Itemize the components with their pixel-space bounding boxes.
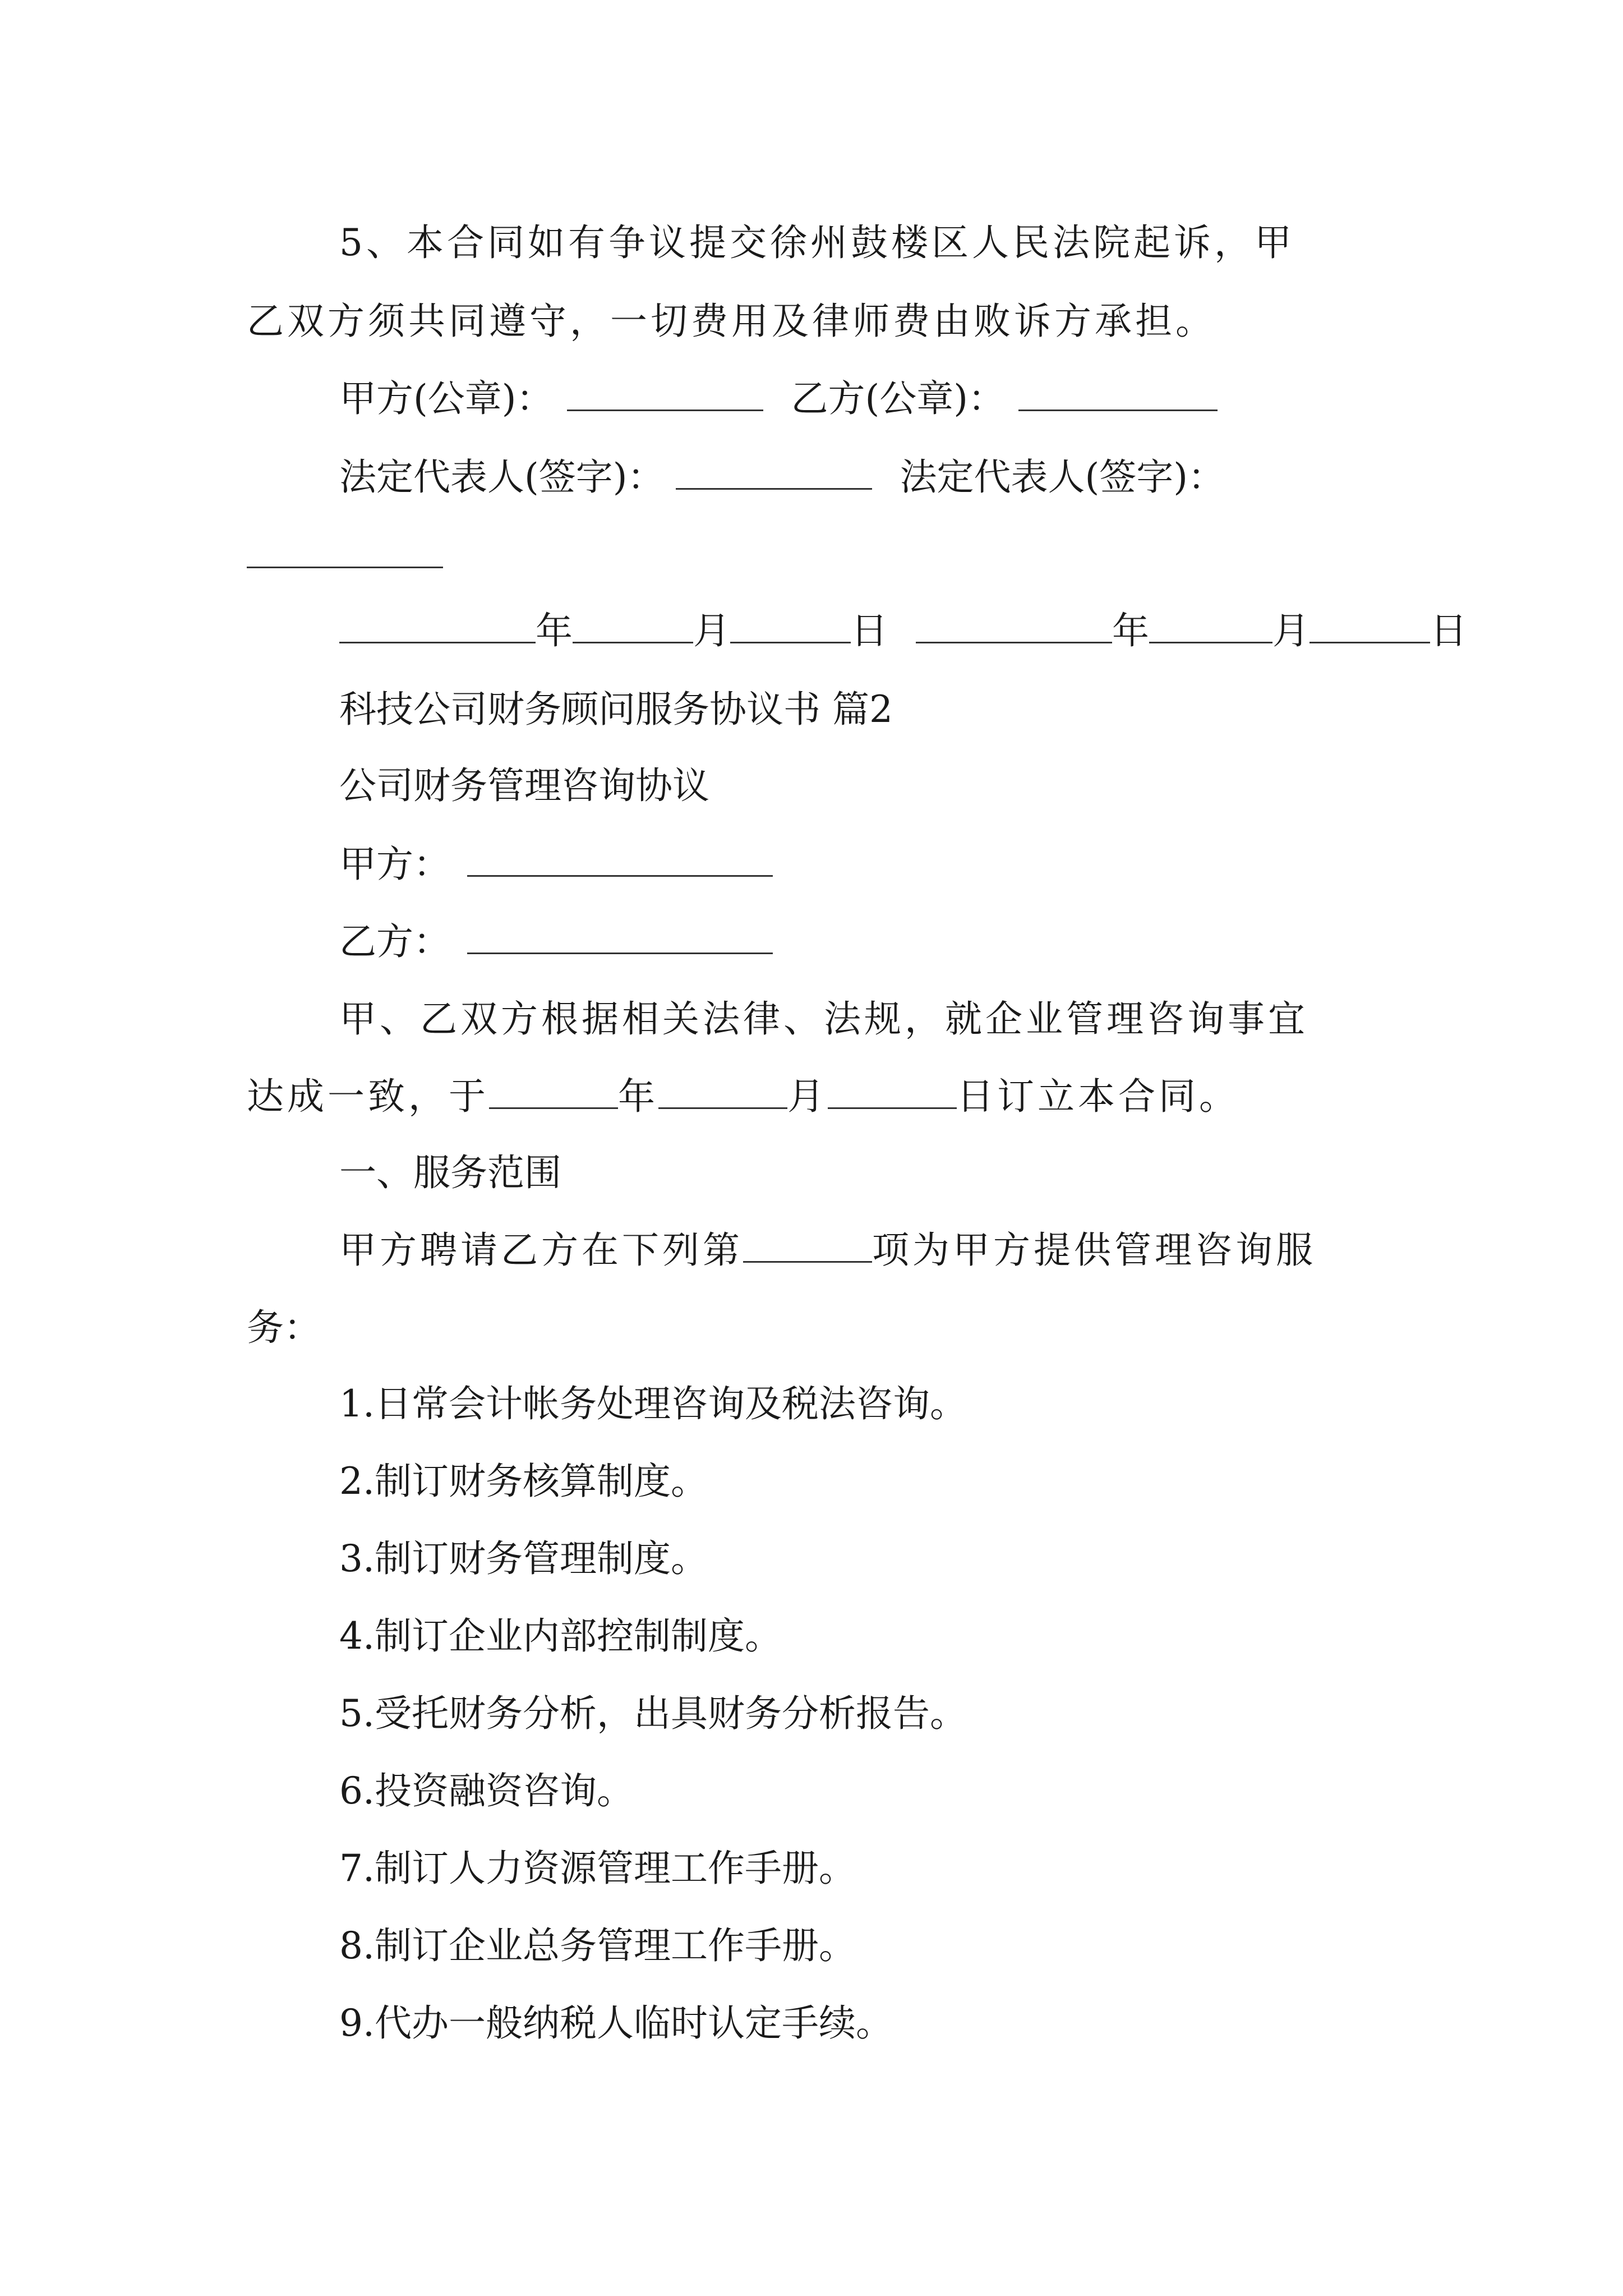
list-item: 9.代办一般纳税人临时认定手续。 [339,2001,893,2045]
list-item: 4.制订企业内部控制制度。 [339,1614,782,1658]
preamble-year-label: 年 [618,1075,658,1118]
date-row [339,606,1467,656]
date-a-year-blank[interactable] [339,609,536,643]
date-b-year-label: 年 [1112,609,1149,652]
party-b-row [339,917,773,967]
service-intro-suffix: 项为甲方提供管理咨询服 [872,1228,1316,1272]
seal-row [339,374,1218,424]
service-intro-prefix: 甲方聘请乙方在下列第 [339,1228,743,1272]
party-a-seal-label: 甲方(公章)： [339,377,554,420]
preamble-suffix: 日订立本合同。 [957,1075,1239,1118]
party-a-blank[interactable] [467,843,773,877]
preamble-prefix: 达成一致，于 [247,1075,489,1118]
section-title: 科技公司财务顾问服务协议书 篇2 [339,688,893,731]
service-item-blank[interactable] [743,1228,872,1263]
rep-b-label: 法定代表人(签字)： [900,455,1225,499]
date-a-month-label: 月 [693,609,730,652]
list-item: 7.制订人力资源管理工作手册。 [339,1847,856,1890]
party-b-seal-label: 乙方(公章)： [791,377,1005,420]
party-a-seal-blank[interactable] [567,377,763,411]
list-item: 6.投资融资咨询。 [339,1769,634,1812]
date-b-month-label: 月 [1272,609,1310,652]
date-a-year-label: 年 [536,609,573,652]
party-b-label: 乙方： [339,920,450,963]
preamble-line1: 甲、乙双方根据相关法律、法规，就企业管理咨询事宜 [339,997,1308,1041]
preamble-line2 [247,1071,1239,1122]
party-a-label: 甲方： [339,843,450,886]
date-b-day-label: 日 [1430,609,1467,652]
list-item: 5.受托财务分析，出具财务分析报告。 [339,1692,967,1735]
date-a-day-label: 日 [851,609,888,652]
party-b-seal-blank[interactable] [1018,377,1218,411]
rep-a-label: 法定代表人(签字)： [339,455,665,499]
list-item: 2.制订财务核算制度。 [339,1460,708,1503]
preamble-month-blank[interactable] [658,1075,787,1109]
rep-b-blank[interactable] [247,534,443,568]
date-b-year-blank[interactable] [916,609,1112,643]
service-scope-heading: 一、服务范围 [339,1151,561,1194]
contract-title: 公司财务管理咨询协议 [339,764,709,807]
preamble-month-label: 月 [787,1075,828,1118]
representative-row [339,452,1225,503]
list-item: 1.日常会计帐务处理咨询及税法咨询。 [339,1382,967,1425]
rep-b-blank-row [247,531,443,581]
date-a-day-blank[interactable] [730,609,851,643]
service-intro-continued: 务： [247,1306,321,1349]
date-b-day-blank[interactable] [1310,609,1430,643]
rep-a-blank[interactable] [676,455,872,490]
party-b-blank[interactable] [467,920,773,954]
date-b-month-blank[interactable] [1149,609,1272,643]
article5-line1: 5、本合同如有争议提交徐州鼓楼区人民法院起诉，甲 [339,221,1295,264]
preamble-year-blank[interactable] [489,1075,618,1109]
date-a-month-blank[interactable] [573,609,693,643]
list-item: 3.制订财务管理制度。 [339,1537,708,1580]
service-scope-intro [339,1225,1316,1276]
preamble-day-blank[interactable] [828,1075,957,1109]
list-item: 8.制订企业总务管理工作手册。 [339,1924,856,1967]
party-a-row [339,839,773,890]
article5-line2: 乙双方须共同遵守，一切费用及律师费由败诉方承担。 [247,300,1216,343]
